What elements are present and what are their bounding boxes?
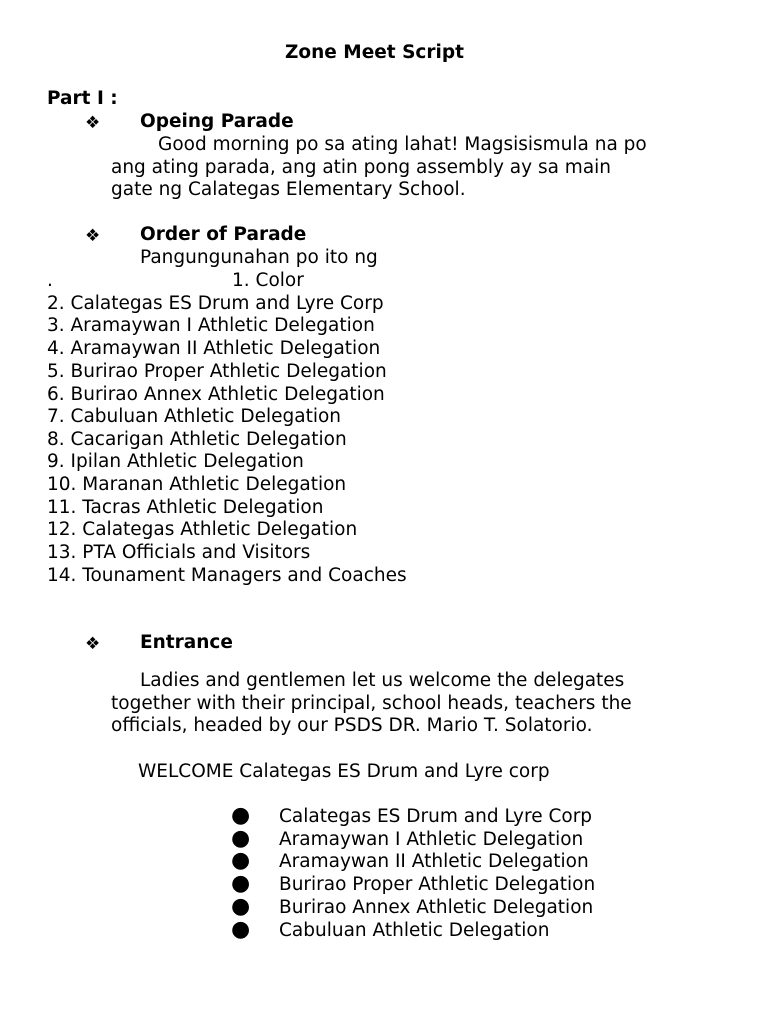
diamond-bullet-icon: ❖	[85, 226, 101, 246]
list-item: 9. Ipilan Athletic Delegation	[47, 451, 304, 472]
entrance-heading: Entrance	[140, 632, 233, 653]
list-item: 13. PTA Officials and Visitors	[47, 542, 311, 563]
entrance-line: officials, headed by our PSDS DR. Mario T. Solatorio.	[111, 715, 593, 736]
opening-line: ang ating parada, ang atin pong assembly ay sa main	[111, 157, 612, 178]
list-item: Aramaywan II Athletic Delegation	[279, 851, 589, 872]
list-item: Aramaywan I Athletic Delegation	[279, 829, 584, 850]
list-item: 12. Calategas Athletic Delegation	[47, 519, 358, 540]
order-of-parade-heading: Order of Parade	[140, 224, 307, 245]
list-item: Burirao Proper Athletic Delegation	[279, 874, 596, 895]
list-item: Cabuluan Athletic Delegation	[279, 920, 550, 941]
welcome-line: WELCOME Calategas ES Drum and Lyre corp	[138, 761, 550, 782]
order-intro: Pangungunahan po ito ng	[140, 247, 378, 268]
list-item: 7. Cabuluan Athletic Delegation	[47, 406, 342, 427]
list-item: 3. Aramaywan I Athletic Delegation	[47, 315, 375, 336]
bullet-dot-icon: ●	[231, 871, 251, 896]
entrance-line: together with their principal, school heads, teachers the	[111, 693, 632, 714]
bullet-dot-icon: ●	[231, 826, 251, 851]
list-item: 10. Maranan Athletic Delegation	[47, 474, 347, 495]
entrance-line: Ladies and gentlemen let us welcome the delegates	[140, 670, 625, 691]
opening-parade-heading: Opeing Parade	[140, 111, 294, 132]
list-item: Burirao Annex Athletic Delegation	[279, 897, 594, 918]
diamond-bullet-icon: ❖	[85, 634, 101, 654]
opening-line: gate ng Calategas Elementary School.	[111, 179, 466, 200]
diamond-bullet-icon: ❖	[85, 113, 101, 133]
bullet-dot-icon: ●	[231, 803, 251, 828]
bullet-dot-icon: ●	[231, 917, 251, 942]
list-item: 14. Tounament Managers and Coaches	[47, 565, 407, 586]
page-title: Zone Meet Script	[285, 42, 464, 63]
list-item: 4. Aramaywan II Athletic Delegation	[47, 338, 381, 359]
part-label: Part I :	[47, 88, 118, 109]
list-item: 6. Burirao Annex Athletic Delegation	[47, 384, 385, 405]
bullet-dot-icon: ●	[231, 894, 251, 919]
list-item: 2. Calategas ES Drum and Lyre Corp	[47, 293, 384, 314]
list-item: 8. Cacarigan Athletic Delegation	[47, 429, 347, 450]
bullet-dot-icon: ●	[231, 848, 251, 873]
list-item: Calategas ES Drum and Lyre Corp	[279, 806, 593, 827]
opening-line: Good morning po sa ating lahat! Magsisismula na po	[158, 134, 647, 155]
stray-mark: .	[47, 270, 53, 291]
list-item: 1. Color	[232, 270, 304, 291]
list-item: 5. Burirao Proper Athletic Delegation	[47, 361, 387, 382]
list-item: 11. Tacras Athletic Delegation	[47, 497, 324, 518]
